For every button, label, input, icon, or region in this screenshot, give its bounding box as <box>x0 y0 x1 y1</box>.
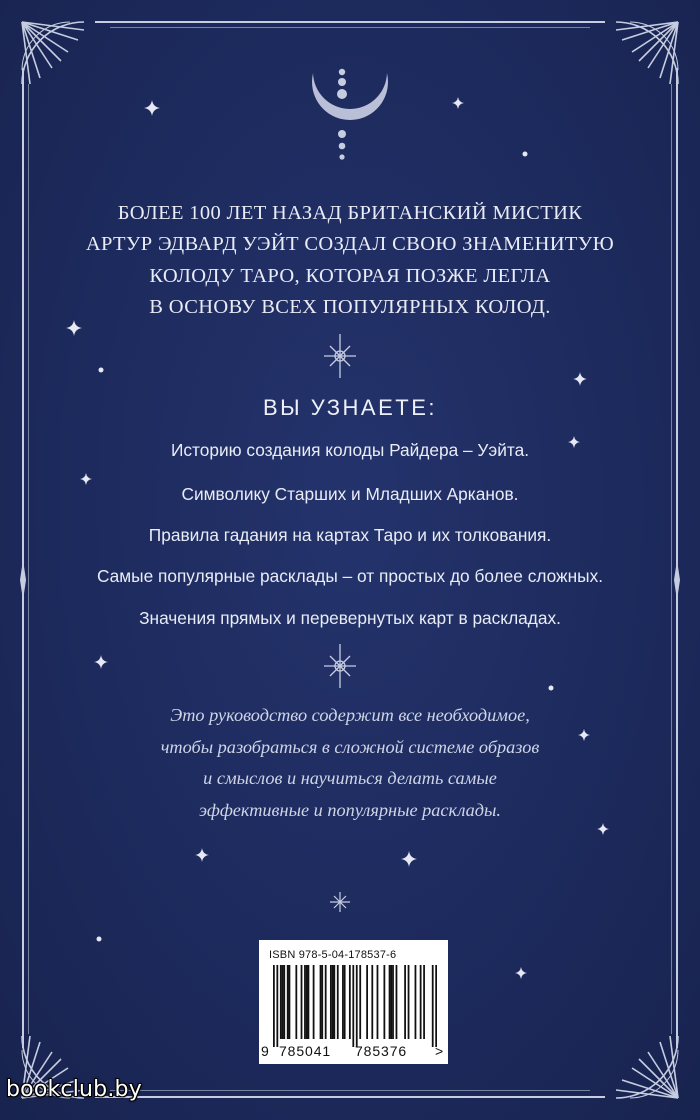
corner-sunburst-icon-top-right <box>596 14 686 104</box>
right-side-spike-icon <box>668 560 686 600</box>
learn-list-item: Самые популярные расклады – от простых до более сложных. <box>96 566 604 586</box>
ean-quiet-mark: > <box>435 1043 445 1059</box>
barcode-bar <box>308 965 310 1039</box>
barcode-bar <box>301 965 303 1039</box>
star-icon <box>195 848 209 862</box>
barcode-bars <box>273 965 437 1047</box>
barcode-bar <box>352 965 354 1047</box>
barcode-bar <box>273 965 275 1047</box>
learn-list-item: Символику Старших и Младших Арканов. <box>181 484 519 504</box>
star-icon <box>401 851 417 867</box>
star-icon <box>573 372 587 386</box>
learn-list-item: Правила гадания на картах Таро и их толкования. <box>148 525 552 545</box>
barcode-bar <box>287 965 289 1039</box>
intro-line: В ОСНОВУ ВСЕХ ПОПУЛЯРНЫХ КОЛОД. <box>149 295 551 318</box>
sparkle-divider-icon <box>330 892 350 912</box>
star-icon <box>452 97 464 109</box>
barcode-bar <box>420 965 422 1039</box>
frame-right-inner-line <box>671 84 672 1034</box>
ean-right-group: 785376 <box>355 1043 408 1059</box>
corner-sunburst-icon-top-left <box>14 14 104 104</box>
summary-line: чтобы разобраться в сложной системе образов <box>160 736 540 757</box>
barcode-bar <box>330 965 332 1039</box>
barcode-bar <box>332 965 334 1039</box>
barcode-bar <box>366 965 368 1039</box>
barcode-bar <box>435 965 437 1047</box>
star-icon <box>548 685 554 691</box>
barcode-bar <box>423 965 425 1039</box>
barcode-bar <box>320 965 322 1039</box>
barcode-bar <box>389 965 391 1039</box>
barcode-bar <box>415 965 417 1039</box>
barcode-bar <box>392 965 394 1039</box>
ean-left-group: 785041 <box>279 1043 332 1059</box>
barcode-bar <box>404 965 406 1039</box>
learn-heading: ВЫ УЗНАЕТЕ: <box>262 395 437 420</box>
barcode-bar <box>333 965 335 1039</box>
intro-paragraph <box>80 198 620 323</box>
learn-list-item: Историю создания колоды Райдера – Уэйта. <box>171 440 529 460</box>
barcode-bar <box>289 965 291 1039</box>
summary-paragraph <box>90 700 610 826</box>
sparkle-divider-icon <box>318 334 362 378</box>
barcode-bar <box>276 965 278 1047</box>
barcode-bar <box>359 965 361 1039</box>
barcode-bar <box>313 965 315 1039</box>
barcode-bar <box>282 965 284 1039</box>
intro-line: БОЛЕЕ 100 ЛЕТ НАЗАД БРИТАНСКИЙ МИСТИК <box>117 202 583 224</box>
frame-top-line <box>95 21 605 23</box>
barcode-bar <box>344 965 346 1039</box>
isbn-label: ISBN 978-5-04-178537-6 <box>269 949 397 961</box>
intro-line: КОЛОДУ ТАРО, КОТОРАЯ ПОЗЖЕ ЛЕГЛА <box>149 264 551 287</box>
frame-bottom-inner-line <box>110 1090 590 1091</box>
star-icon <box>522 151 528 157</box>
barcode-bar <box>356 965 358 1047</box>
barcode-bar <box>408 965 410 1039</box>
crescent-moon-icon <box>300 60 400 172</box>
barcode-bar <box>390 965 392 1039</box>
barcode-bar <box>396 965 398 1039</box>
barcode-bar <box>304 965 306 1039</box>
barcode-bar <box>383 965 385 1039</box>
barcode-bar <box>349 965 351 1039</box>
summary-line: и смыслов и научиться делать самые <box>203 768 497 788</box>
barcode-bar <box>280 965 282 1039</box>
barcode-bar <box>283 965 285 1039</box>
barcode-bar <box>337 965 339 1039</box>
star-icon <box>94 655 108 669</box>
learn-list-item: Значения прямых и перевернутых карт в раскладах. <box>139 608 561 628</box>
barcode-bar <box>342 965 344 1039</box>
ean-first-digit: 9 <box>261 1043 270 1059</box>
star-icon <box>98 367 104 373</box>
frame-top-inner-line <box>110 27 590 28</box>
barcode-bar <box>432 965 434 1047</box>
barcode-bar <box>321 965 323 1039</box>
barcode-bar <box>295 965 297 1039</box>
summary-line: Это руководство содержит все необходимое, <box>170 705 530 725</box>
intro-line: АРТУР ЭДВАРД УЭЙТ СОЗДАЛ СВОЮ ЗНАМЕНИТУЮ <box>85 233 615 256</box>
star-icon <box>515 967 527 979</box>
frame-left-inner-line <box>28 84 29 1034</box>
bookclub-watermark: bookclub.by <box>6 1077 142 1102</box>
sparkle-divider-icon <box>318 644 362 688</box>
barcode-bar <box>371 965 373 1039</box>
barcode-bar <box>377 965 379 1039</box>
barcode-bar <box>325 965 327 1039</box>
left-side-spike-icon <box>14 560 32 600</box>
summary-line: эффективные и популярные расклады. <box>199 799 501 820</box>
barcode-bar <box>306 965 308 1039</box>
corner-sunburst-icon-bottom-right <box>596 1016 686 1106</box>
star-icon <box>96 936 102 942</box>
frame-left-line <box>22 68 24 1048</box>
frame-bottom-line <box>95 1096 605 1098</box>
star-icon <box>144 100 160 116</box>
frame-right-line <box>676 68 678 1048</box>
barcode <box>259 940 448 1064</box>
